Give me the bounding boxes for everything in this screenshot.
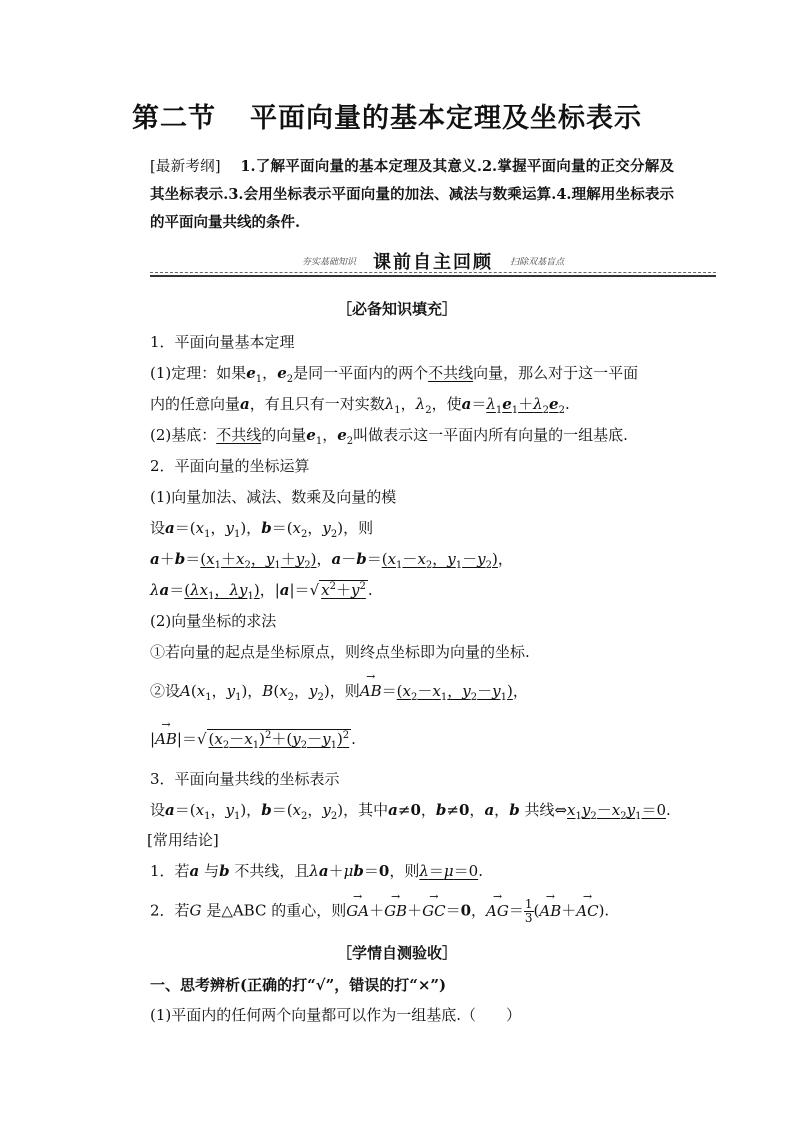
coord-heading: 2．平面向量的坐标运算 [150,457,310,475]
banner-solid-rule [150,275,716,277]
banner-left-text: 夯实基础知识 [301,257,356,268]
coord-magnitude-line: |→ AB|＝√ $(x_2-x_1)^2+(y_2-y_1)^2$ . [150,728,356,751]
section-banner [150,248,716,276]
knowledge-heading: ［必备知识填充］ [336,300,457,318]
selftest-part-1: 一、思考辨析(正确的打“√”，错误的打“×”) [150,976,447,994]
banner-dashed-rule [150,272,716,273]
syllabus-label: [最新考纲] [150,159,221,175]
basis-line: (2)基底：不共线的向量$e_1$，$e_2$叫做表示这一平面内所有向量的一组基底. [150,426,628,447]
collinear-line: 设$a=(x_1$，$y_1$)，$b=(x_2$，$y_2$)，其中a≠0，b≠0，a，b 共线$\Leftrightarrow x_1y_2-x_2y_1=0$. [150,801,671,822]
page-title [132,96,642,135]
theorem-line-2: 内的任意向量a，有且只有一对实数$\lambda_1$，$\lambda_2$，使$a=\lambda_1e_1+\lambda_2e_2$. [150,395,570,416]
answer-not-collinear: 不共线 [428,364,474,382]
coord-item-1: ①若向量的起点是坐标原点，则终点坐标即为向量的坐标. [150,643,530,661]
conclusion-1: 1．若a 与b 不共线，且λa＋μb＝0，则λ＝μ＝0. [150,862,483,880]
theorem-line-1: (1)定理：如果$e_1$，$e_2$是同一平面内的两个不共线向量，那么对于这一平面 [150,364,639,385]
coord-item-2: ②设$A(x_1$，$y_1$)，$B(x_2$，$y_2$)，则→ $AB=(x_2-x_1$，$y_2-y_1$)， [150,680,528,703]
collinear-heading: 3．平面向量共线的坐标表示 [150,770,340,788]
coord-scalar-line: $\lambda a=(\lambda x_1$，$\lambda y_1$)，|a|＝√ $x^2+y^2$ . [150,581,373,602]
section-name: 平面向量的基本定理及坐标表示 [250,103,642,134]
coord-sub-1: (1)向量加法、减法、数乘及向量的模 [150,488,397,506]
conclusion-2: 2．若G 是△ABC 的重心，则→ GA＋→ GB＋→ GC＝0，→ AG＝ $\frac{1}{3}$ (→ AB＋→ AC). [150,898,609,925]
banner-right-text: 扫除双基盲点 [510,257,565,268]
syllabus-paragraph [150,153,674,237]
syllabus-item-1: 1.了解平面向量的基本定理及其意义. [240,158,482,175]
syllabus-item-3: 3.会用坐标表示平面向量的加法、减法与数乘运算. [228,186,557,203]
coord-add-sub-line: $a+b=(x_1+x_2$，$y_1+y_2$)，$a-b=(x_1-x_2$，$y_1-y_2$)， [150,550,513,571]
conclusions-label: [常用结论] [147,831,219,849]
selftest-question-1: (1)平面内的任何两个向量都可以作为一组基底.（ ） [150,1006,522,1024]
selftest-heading: ［学情自测验收］ [336,944,457,962]
theorem-heading: 1．平面向量基本定理 [150,333,295,351]
answer-basis: 不共线 [216,426,262,444]
section-number: 第二节 [132,103,216,134]
syllabus-item-2: 2.掌握平面向量的正交分解及其坐标表示. [150,158,675,203]
coord-sub-2: (2)向量坐标的求法 [150,612,277,630]
syllabus-item-4: 4.理解用坐标表示的平面向量共线的条件. [150,186,675,231]
coord-let-line: 设$a=(x_1$，$y_1$)，$b=(x_2$，$y_2$)，则 [150,519,374,540]
banner-title: 课前自主回顾 [373,252,493,273]
